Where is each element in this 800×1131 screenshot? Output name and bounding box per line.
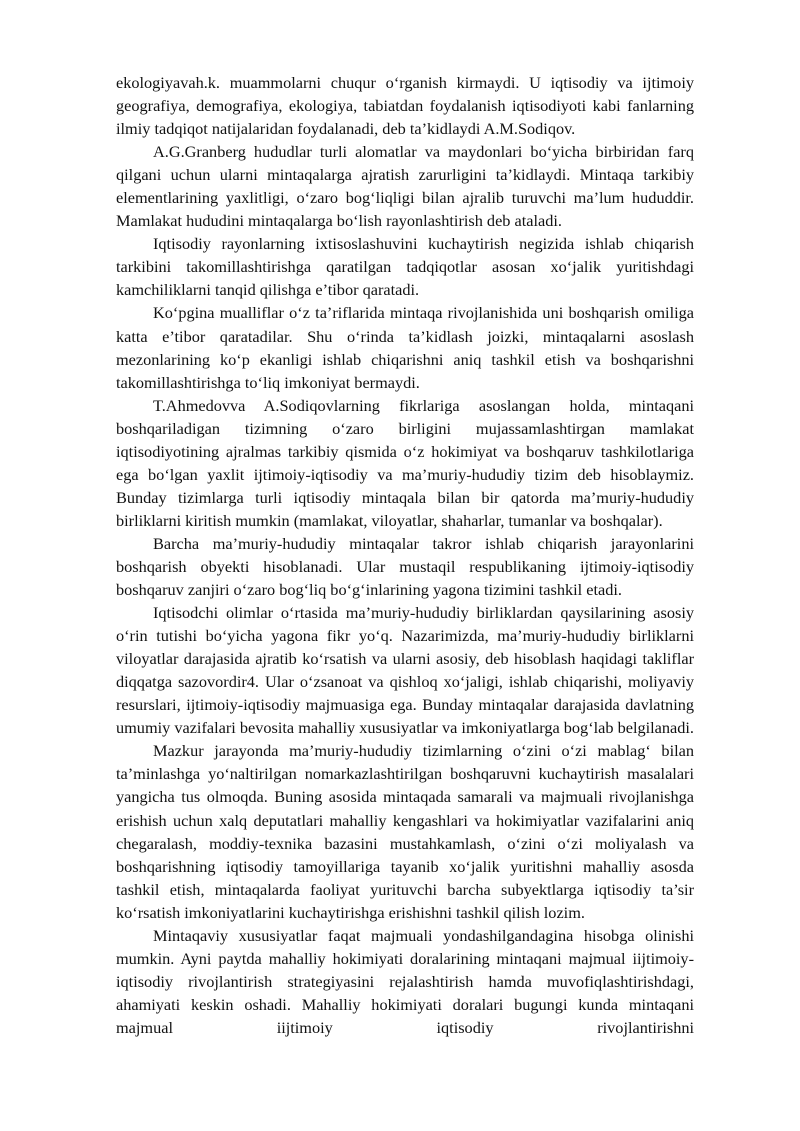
- paragraph-granberg: A.G.Granberg hududlar turli alomatlar va maydonlari bo‘yicha birbiridan farq qilgani uchun ularni mintaqalarga ajratish zarurligini ta’kidlaydi. Mintaqa tarkibiy elementlarining yaxlitligi, o‘zaro bog‘liqligi bilan ajralib turuvchi ma’lum hududdir. Mamlakat hududini mintaqalarga bo‘lish rayonlashtirish deb ataladi.: [116, 142, 694, 231]
- paragraph-authors-management: Ko‘pgina mualliflar o‘z ta’riflarida mintaqa rivojlanishida uni boshqarish omiliga katta e’tibor qaratadilar. Shu o‘rinda ta’kidlash joizki, mintaqalarni asoslash mezonlarining ko‘p ekanligi ishlab chiqarishni aniq tashkil etish va boshqarishni takomillashtirishga to‘liq imkoniyat bermaydi.: [116, 303, 694, 392]
- paragraph-decentralization: Mazkur jarayonda ma’muriy-hududiy tizimlarning o‘zini o‘zi mablag‘ bilan ta’minlashga yo‘naltirilgan nomarkazlashtirilgan boshqaruvni kuchaytirish masalalari yangicha tus olmoqda. Buning asosida mintaqada samarali va majmuali rivojlanishga erishish uchun xalq deputatlari mahalliy kengashlari va hokimiyatlar vazifalarini aniq chegaralash, moddiy-texnika bazasini mustahkamlash, o‘zini o‘zi moliyalash va boshqarishning iqtisodiy tamoyillariga tayanib xo‘jalik yuritishni mahalliy asosda tashkil etish, mintaqalarda faoliyat yurituvchi barcha subyektlarga iqtisodiy ta’sir ko‘rsatish imkoniyatlarini kuchaytirishga erishishni tashkil qilish lozim.: [116, 741, 694, 922]
- paragraph-regional-features: Mintaqaviy xususiyatlar faqat majmuali yondashilgandagina hisobga olinishi mumkin. Ayni paytda mahalliy hokimiyati doralarining mintaqani majmual iijtimoiy-iqtisodiy rivojlantirish strategiyasini rejalashtirish hamda muvofiqlashtirishdagi, ahamiyati keskin oshadi. Mahalliy hokimiyati doralari bugungi kunda mintaqani majmual iijtimoiy iqtisodiy rivojlantirishni: [116, 925, 694, 1037]
- paragraph-continued: ekologiyavah.k. muammolarni chuqur o‘rganish kirmaydi. U iqtisodiy va ijtimoiy geografiya, demografiya, ekologiya, tabiatdan foydalanish iqtisodiyoti kabi fanlarning ilmiy tadqiqot natijalaridan foydalanadi, deb ta’kidlaydi A.M.Sodiqov.: [116, 73, 694, 139]
- paragraph-ahmedov-sodiqov: T.Ahmedovva A.Sodiqovlarning fikrlariga asoslangan holda, mintaqani boshqariladigan tizimning o‘zaro birligini mujassamlashtirgan mamlakat iqtisodiyotining ajralmas tarkibiy qismida o‘z hokimiyat va boshqaruv tashkilotlariga ega bo‘lgan yaxlit ijtimoiy-iqtisodiy va ma’muriy-hududiy tizim deb hisoblaymiz. Bunday tizimlarga turli iqtisodiy mintaqala bilan bir qatorda ma’muriy-hududiy birliklarni kiritish mumkin (mamlakat, viloyatlar, shaharlar, tumanlar va boshqalar).: [116, 395, 694, 530]
- paragraph-specialization: Iqtisodiy rayonlarning ixtisoslashuvini kuchaytirish negizida ishlab chiqarish tarkibini takomillashtirishga qaratilgan tadqiqotlar asosan xo‘jalik yuritishdagi kamchiliklarni tanqid qilishga e’tibor qaratadi.: [116, 234, 694, 300]
- paragraph-administrative-regions: Barcha ma’muriy-hududiy mintaqalar takror ishlab chiqarish jarayonlarini boshqarish obyekti hisoblanadi. Ular mustaqil respublikaning ijtimoiy-iqtisodiy boshqaruv zanjiri o‘zaro bog‘liq bo‘g‘inlarining yagona tizimini tashkil etadi.: [116, 533, 694, 600]
- document-page: [116, 71, 694, 1039]
- paragraph-economists: Iqtisodchi olimlar o‘rtasida ma’muriy-hududiy birliklardan qaysilarining asosiy o‘rin tutishi bo‘yicha yagona fikr yo‘q. Nazarimizda, ma’muriy-hududiy birliklarni viloyatlar darajasida ajratib ko‘rsatish va ularni asosiy, deb hisoblash haqidagi takliflar diqqatga sazovordir4. Ular o‘zsanoat va qishloq xo‘jaligi, ishlab chiqarishi, moliyaviy resurslari, ijtimoiy-iqtisodiy majmuasiga ega. Bunday mintaqalar darajasida davlatning umumiy vazifalari bevosita mahalliy xususiyatlar va imkoniyatlarga bog‘lab belgilanadi.: [116, 603, 694, 738]
